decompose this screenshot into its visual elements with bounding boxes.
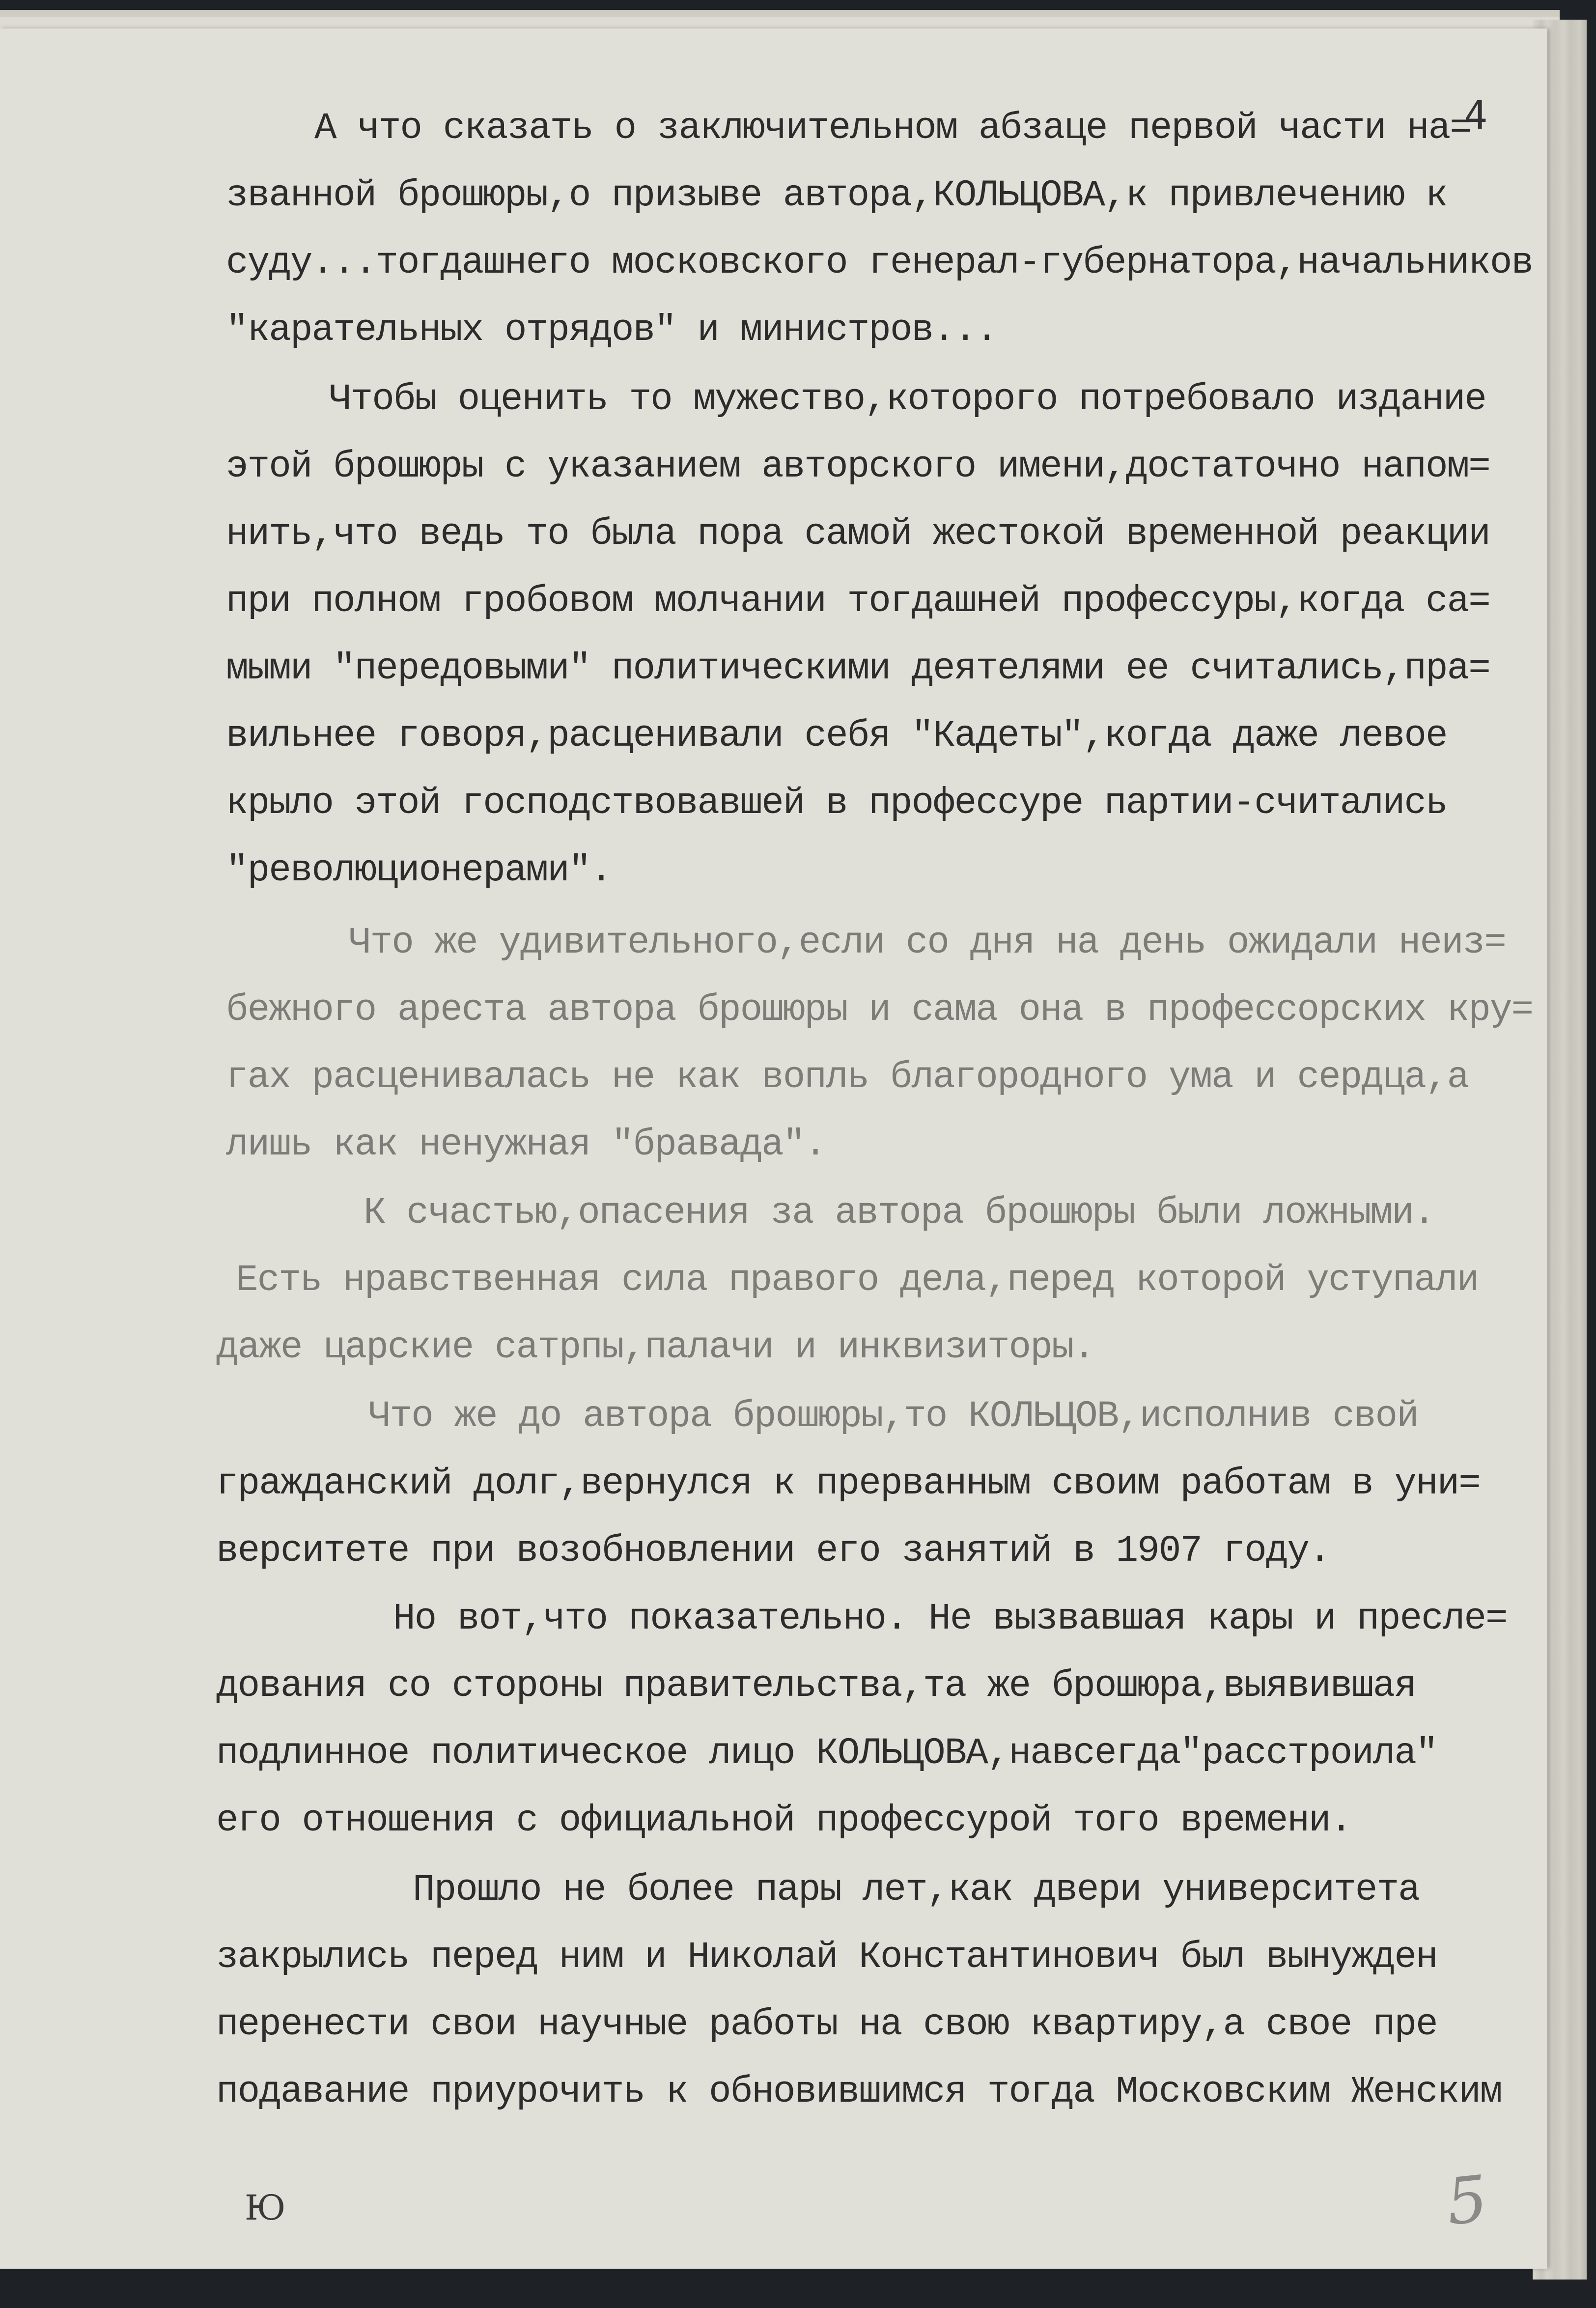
text-line: гражданский долг,вернулся к прерванным своим работам в уни= <box>216 1463 1480 1505</box>
text-line: Но вот,что показательно. Не вызвавшая кары и пресле= <box>393 1598 1507 1640</box>
typewritten-page <box>0 28 1547 2269</box>
text-line: подлинное политическое лицо КОЛЬЦОВА,навсегда"расстроила" <box>216 1732 1437 1774</box>
text-line: перенести свои научные работы на свою квартиру,а свое пре <box>216 2003 1437 2046</box>
text-line: мыми "передовыми" политическими деятелями ее считались,пра= <box>226 647 1490 690</box>
text-line: дования со стороны правительства,та же брошюра,выявившая <box>216 1665 1416 1707</box>
page-body <box>0 28 1547 2269</box>
archive-page-number: 5 <box>1443 2161 1491 2240</box>
text-line: вильнее говоря,расценивали себя "Кадеты",когда даже левое <box>226 715 1447 757</box>
text-line: Чтобы оценить то мужество,которого потребовало издание <box>329 378 1486 421</box>
text-line: подавание приурочить к обновившимся тогда Московским Женским <box>216 2071 1502 2113</box>
text-line: Что же до автора брошюры,то КОЛЬЦОВ,исполнив свой <box>368 1395 1418 1437</box>
text-line: крыло этой господствовавшей в профессуре партии-считались <box>226 782 1447 824</box>
text-line: бежного ареста автора брошюры и сама она в профессорских кру= <box>226 989 1533 1031</box>
text-line: даже царские сатрпы,палачи и инквизиторы. <box>216 1326 1094 1369</box>
text-line: "карательных отрядов" и министров... <box>226 309 997 351</box>
text-line: Прошло не более пары лет,как двери университета <box>413 1869 1420 1911</box>
text-line: Есть нравственная сила правого дела,перед которой уступали <box>236 1259 1479 1301</box>
text-line: при полном гробовом молчании тогдашней профессуры,когда са= <box>226 580 1490 622</box>
margin-mark: Ю <box>245 2188 286 2228</box>
text-line: гах расценивалась не как вопль благородного ума и сердца,а <box>226 1056 1469 1098</box>
text-line: К счастью,опасения за автора брошюры были ложными. <box>364 1192 1435 1234</box>
page-number: 4 <box>1464 92 1488 138</box>
text-line: "революционерами". <box>226 849 612 892</box>
text-line: закрылись перед ним и Николай Константинович был вынужден <box>216 1936 1437 1978</box>
text-line: лишь как ненужная "бравада". <box>226 1124 826 1166</box>
text-line: этой брошюры с указанием авторского имени,достаточно напом= <box>226 446 1490 488</box>
text-line: суду...тогдашнего московского генерал-губернатора,начальников <box>226 242 1533 284</box>
text-line: званной брошюры,о призыве автора,КОЛЬЦОВА,к привлечению к <box>226 174 1447 217</box>
text-line: его отношения с официальной профессурой того времени. <box>216 1800 1352 1842</box>
text-line: нить,что ведь то была пора самой жестокой временной реакции <box>226 513 1490 555</box>
text-line: верситете при возобновлении его занятий в 1907 году. <box>216 1530 1330 1572</box>
text-line: Что же удивительного,если со дня на день ожидали неиз= <box>349 922 1506 964</box>
text-line: А что сказать о заключительном абзаце первой части на= <box>314 107 1471 149</box>
